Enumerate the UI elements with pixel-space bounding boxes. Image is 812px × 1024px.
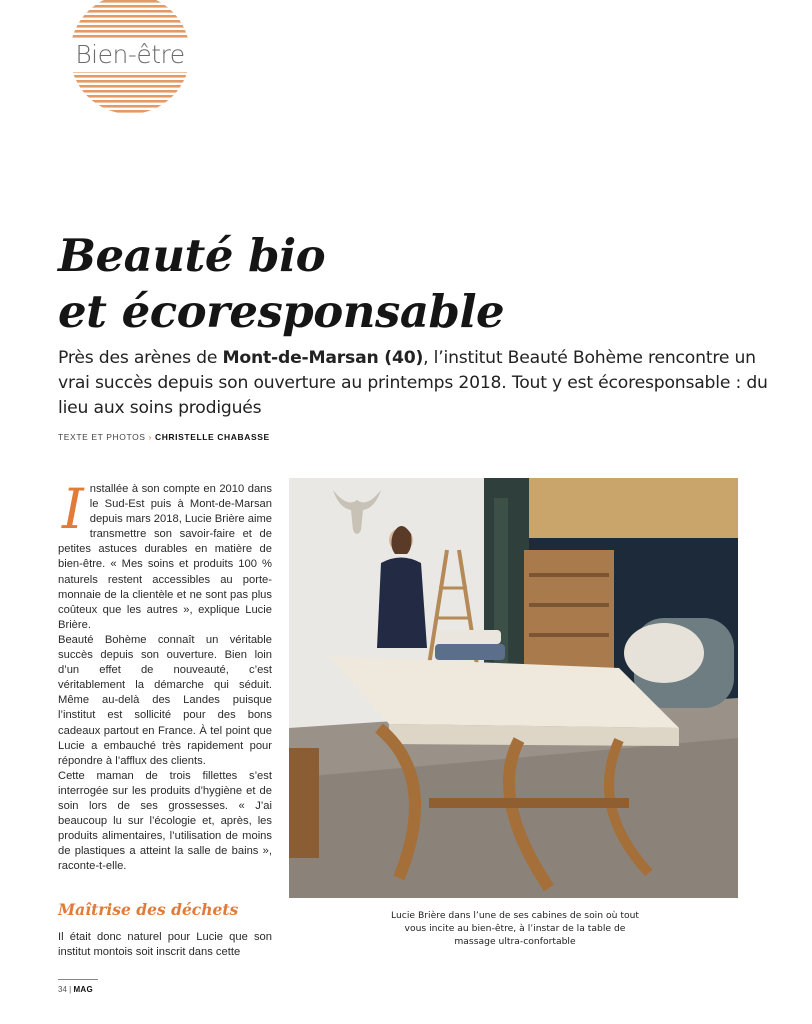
article-standfirst — [58, 346, 778, 421]
page-footer — [58, 985, 93, 994]
footer-separator: | — [69, 985, 72, 994]
article-body — [58, 477, 272, 874]
article-headline — [58, 228, 778, 340]
section-label: Bien-être — [66, 38, 194, 72]
body-paragraph-3: Cette maman de trois fillettes s’est interrogée sur les produits d’hygiène et de soin lors de ses grossesses. « J’ai beaucoup lu sur l’écologie et, après, les produits alimentaires, l’utilisation de moins de plastiques a atteint la salle de bains », raconte-t-elle. — [58, 769, 272, 873]
drop-cap: I — [62, 477, 84, 541]
magazine-name: MAG — [73, 985, 94, 994]
headline-line-2: et écoresponsable — [58, 285, 505, 338]
photo-caption: Lucie Brière dans l’une de ses cabines de soin où tout vous incite au bien-être, à l’instar de la table de massage ultra-confortable — [391, 910, 639, 947]
body-paragraph-1: nstallée à son compte en 2010 dans le Sud-Est puis à Mont-de-Marsan depuis mars 2018, Lucie Brière aime transmettre son savoir-faire et de petites astuces durables en matière de bien-être. « Mes soins et produits 100 % naturels restent accessibles au porte-monnaie de la clientèle et ne sont pas plus coûteux que les autres », explique Lucie Brière. — [58, 483, 272, 631]
standfirst-location: Mont-de-Marsan (40) — [222, 348, 424, 368]
credit-label: TEXTE ET PHOTOS — [58, 432, 146, 442]
credit-separator: › — [148, 432, 152, 442]
massage-room-illustration — [289, 478, 738, 898]
standfirst-before: Près des arènes de — [58, 348, 223, 368]
article-photo — [289, 478, 738, 898]
article-subhead: Maîtrise des déchets — [58, 900, 239, 919]
section-badge — [66, 0, 194, 116]
headline-line-1: Beauté bio — [58, 229, 326, 282]
standfirst-after: , l’institut Beauté Bohème rencontre un vrai succès depuis son ouverture au printemps 2018. Tout y est écoresponsable : du lieu aux soins prodigués — [58, 348, 768, 418]
page-number: 34 — [58, 985, 67, 994]
credit-author: CHRISTELLE CHABASSE — [154, 432, 270, 442]
body-paragraph-2: Beauté Bohème connaît un véritable succès depuis son ouverture. Bien loin d’un effet de nouveauté, c’est véritablement la démarche qui séduit. Même au-delà des Landes puisque l’institut est sollicité pour des bons cadeaux partout en France. À tel point que Lucie a embauché très rapidement pour répondre à l’afflux des clients. — [58, 633, 272, 767]
article-credit — [58, 432, 270, 442]
footer-rule — [58, 979, 98, 980]
body-paragraph-4: Il était donc naturel pour Lucie que son institut montois soit inscrit dans cette — [58, 931, 272, 959]
